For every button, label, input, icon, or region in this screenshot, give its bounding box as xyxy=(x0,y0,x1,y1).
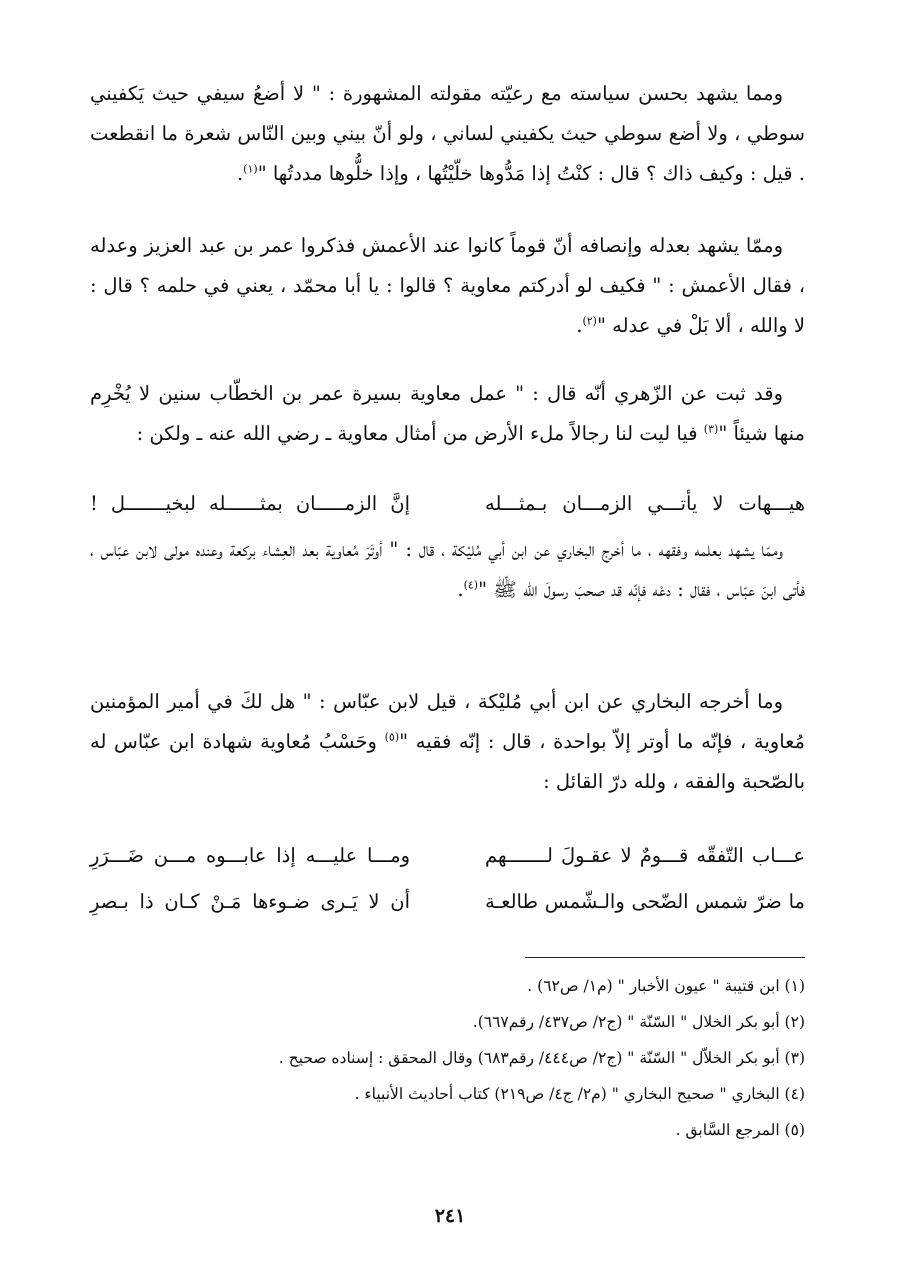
footnote-1: (١) ابن قتيبة " عيون الأخبار " (م١/ ص٦٢) . xyxy=(527,977,805,995)
footnote-2: (٢) أبو بكر الخلال " السّنّة " (ج٢/ ص٤٣٧/ رقم٦٦٧). xyxy=(472,1013,805,1031)
paragraph-1-text: ومما يشهد بحسن سياسته مع رعيّته مقولته المشهورة : " لا أضعُ سيفي حيث يَكفيني سوطي ، ولا أضع سوطي حيث يكفيني لساني ، ولو أنّ بيني وبين النّاس شعرة ما انقطعت . قيل : وكيف ذاك ؟ قال : كنْتُ إذا مَدُّوها خلّيْتُها ، وإذا خلُّوها مددتُها " xyxy=(90,82,805,185)
poem-verse-2 xyxy=(90,836,805,916)
paragraph-5-text: وما أخرجه البخاري عن ابن أبي مُليْكة ، قيل لابن عبّاس : " هل لكَ في أمير المؤمنين مُعاوية ، فإنّه ما أوتر إلاّ بواحدة ، قال : إنّه فقيه " xyxy=(90,690,806,753)
paragraph-3 xyxy=(90,374,805,454)
footnote-marker-2: (٢) xyxy=(582,314,597,328)
paragraph-4-end: . xyxy=(457,578,464,601)
footnote-marker-1: (١) xyxy=(243,162,258,176)
footnote-marker-5: (٥) xyxy=(384,730,400,744)
paragraph-2-text: وممّا يشهد بعدله وإنصافه أنّ قوماً كانوا عند الأعمش فذكروا عمر بن عبد العزيز وعدله ، فقال الأعمش : " فكيف لو أدركتم معاوية ؟ قالوا : يا أبا محمّد ، يعني في حلمه ؟ قال : لا والله ، ألا بَلْ في عدله " xyxy=(90,234,805,337)
paragraph-4 xyxy=(90,530,805,610)
verse-2b-first-hemistich: ما ضرّ شمس الضّحى والـشّمس طالعـة xyxy=(485,890,805,913)
footnote-4: (٤) البخاري " صحيح البخاري " (م٢/ ج٤/ ص٢١٩) كتاب أحاديث الأنبياء . xyxy=(354,1085,805,1103)
page-number: ٢٤١ xyxy=(434,1205,466,1227)
paragraph-3-text: وقد ثبت عن الزّهري أنّه قال : " عمل معاوية بسيرة عمر بن الخطّاب سنين لا يُخْرِم منها شيئاً " xyxy=(90,382,805,445)
paragraph-1-end: . xyxy=(236,162,244,185)
footnote-divider xyxy=(525,957,805,958)
verse-2b-second-hemistich: أن لا يَـرى ضـوءها مَـنْ كـان ذا بـصرِ xyxy=(90,890,410,913)
footnote-5: (٥) المرجع السَّابق . xyxy=(675,1121,805,1139)
paragraph-2 xyxy=(90,226,805,346)
paragraph-5 xyxy=(90,682,805,802)
footnote-3: (٣) أبو بكر الخلاّل " السّنّة " (ج٢/ ص٤٤٤/ رقم٦٨٣) وقال المحقق : إسناده صحيح . xyxy=(278,1049,805,1067)
paragraph-1 xyxy=(90,74,805,194)
verse-1-first-hemistich: هيـــهات لا يأتـــي الزمـــان بـمثـــله xyxy=(485,492,805,515)
verse-2a-first-hemistich: عـــاب التّفقّه قـــومٌ لا عقـولَ لـــــــهم xyxy=(485,844,805,867)
footnote-marker-3: (٣) xyxy=(703,422,719,436)
verse-1-second-hemistich: إنَّ الزمـــــان بمثــــــله لبخيـــــــل ! xyxy=(90,492,410,515)
paragraph-4-text: وممّا يشهد بعلمه وفقهه ، ما أخرج البخاري عن ابن أبي مُليْكة ، قال : " أوتَرَ مُعاوية بعد العِشاء بركعة وعنده مولى لابن عبّاس ، فأتى ابنَ عبّاس ، فقال : دعْه فإنّه قد صحبَ رسولَ الله ﷺ " xyxy=(90,538,805,601)
footnotes xyxy=(90,968,805,1148)
paragraph-5-continuation: وحَسْبُ مُعاوية شهادة ابن عبّاس له بالصّحبة والفقه ، ولله درّ القائل : xyxy=(90,730,805,793)
footnote-marker-4: (٤) xyxy=(463,578,479,592)
verse-2a-second-hemistich: ومـــا عليـــه إذا عابـــوه مـــن ضَـــرَرِ xyxy=(90,844,410,867)
paragraph-2-end: . xyxy=(576,314,583,337)
paragraph-3-continuation: فيا ليت لنا رجالاً ملء الأرض من أمثال معاوية ـ رضي الله عنه ـ ولكن : xyxy=(136,422,698,445)
